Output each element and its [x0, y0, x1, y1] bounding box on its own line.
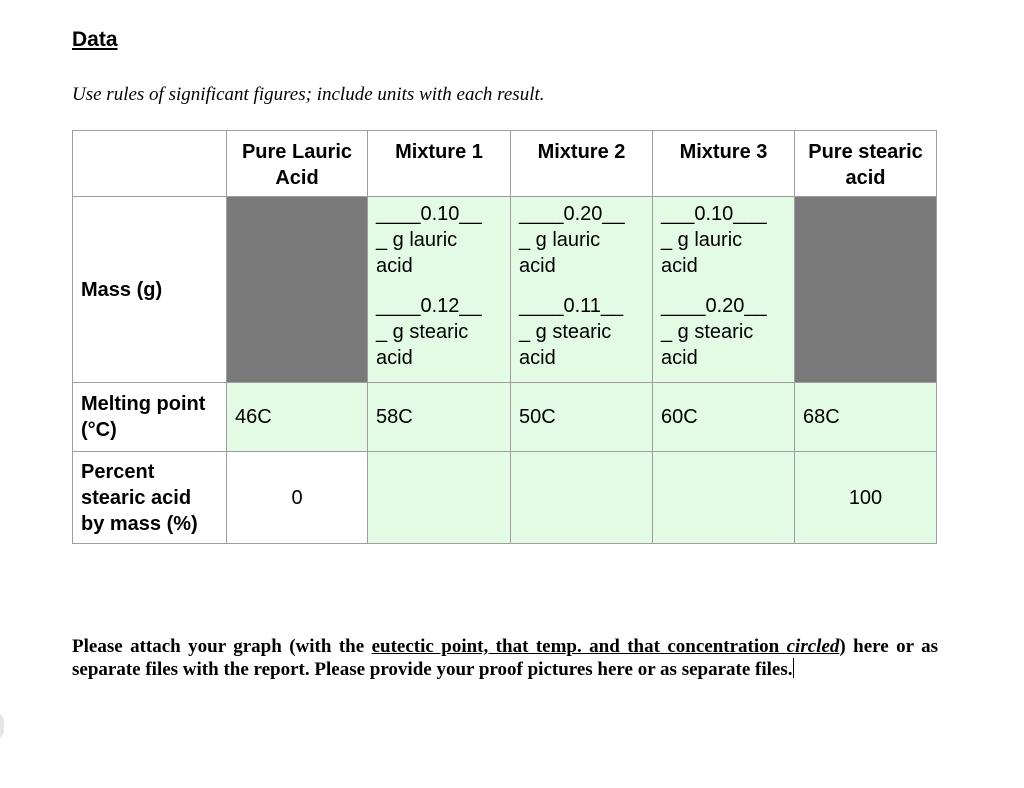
mass-mixture-1-lauric[interactable]: ____0.10__ _ g lauric acid	[376, 203, 482, 277]
header-mixture-2: Mixture 2	[511, 131, 653, 197]
mass-pure-lauric-cell	[227, 197, 368, 383]
mass-mixture-2-lauric[interactable]: ____0.20__ _ g lauric acid	[519, 203, 625, 277]
percent-mixture-2[interactable]	[511, 452, 653, 544]
melting-pure-stearic[interactable]: 68C	[795, 383, 937, 452]
melting-pure-lauric[interactable]: 46C	[227, 383, 368, 452]
edge-tab	[0, 712, 4, 740]
percent-row	[73, 452, 937, 544]
note-circled: circled	[786, 636, 840, 657]
text-cursor	[793, 658, 794, 678]
percent-pure-stearic[interactable]: 100	[795, 452, 937, 544]
mass-mixture-3-stearic[interactable]: ____0.20__ _ g stearic acid	[661, 295, 767, 369]
note-part-2: ) here or as separate files with the report. Please provide your proof pictures here or as separate files.	[72, 636, 938, 680]
percent-pure-lauric[interactable]: 0	[227, 452, 368, 544]
table-header-row	[73, 131, 937, 197]
percent-mixture-1[interactable]	[368, 452, 511, 544]
mass-row	[73, 197, 937, 383]
data-heading: Data	[72, 28, 118, 51]
mass-mixture-1-cell[interactable]	[368, 197, 511, 383]
melting-mixture-1[interactable]: 58C	[368, 383, 511, 452]
melting-label: Melting point (°C)	[73, 383, 227, 452]
header-pure-lauric: Pure Lauric Acid	[227, 131, 368, 197]
header-mixture-1: Mixture 1	[368, 131, 511, 197]
header-empty	[73, 131, 227, 197]
mass-pure-stearic-cell	[795, 197, 937, 383]
percent-label: Percent stearic acid by mass (%)	[73, 452, 227, 544]
mass-mixture-3-lauric[interactable]: ___0.10___ _ g lauric acid	[661, 203, 767, 277]
melting-mixture-2[interactable]: 50C	[511, 383, 653, 452]
data-table	[72, 130, 937, 544]
percent-mixture-3[interactable]	[653, 452, 795, 544]
instructions-text: Use rules of significant figures; include units with each result.	[72, 84, 545, 105]
mass-label: Mass (g)	[73, 197, 227, 383]
header-pure-stearic: Pure stearic acid	[795, 131, 937, 197]
melting-row	[73, 383, 937, 452]
attachment-note[interactable]	[72, 636, 938, 681]
mass-mixture-3-cell[interactable]	[653, 197, 795, 383]
mass-mixture-2-stearic[interactable]: ____0.11__ _ g stearic acid	[519, 295, 624, 369]
melting-mixture-3[interactable]: 60C	[653, 383, 795, 452]
note-underlined: eutectic point, that temp. and that concentration circled	[371, 636, 840, 657]
mass-mixture-1-stearic[interactable]: ____0.12__ _ g stearic acid	[376, 295, 482, 369]
header-mixture-3: Mixture 3	[653, 131, 795, 197]
note-part-1: Please attach your graph (with the	[72, 636, 372, 657]
mass-mixture-2-cell[interactable]	[511, 197, 653, 383]
